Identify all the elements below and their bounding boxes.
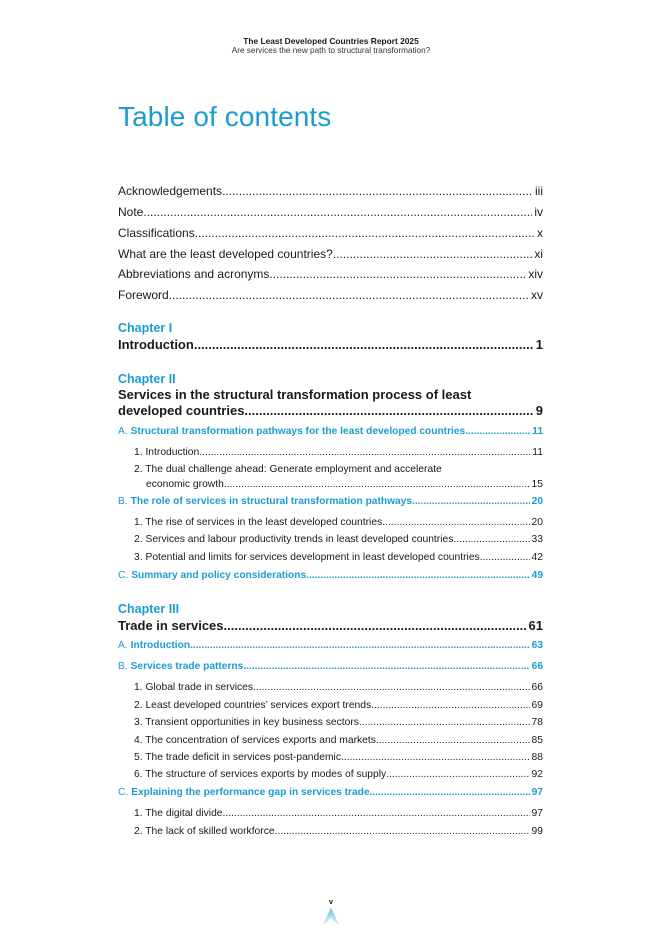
toc-item-3b2[interactable]: 2. Least developed countries’ services export trends ..... 69 [134, 700, 543, 711]
chapter-1-label: Chapter I [118, 321, 173, 335]
toc-section-2c[interactable]: C. Summary and policy considerations ..... 49 [118, 570, 543, 581]
toc-entry-foreword[interactable]: Foreword ..... xv [118, 288, 543, 302]
page-number: v [328, 897, 334, 906]
chapter-3-label: Chapter III [118, 602, 180, 616]
toc-item-2b2[interactable]: 2. Services and labour productivity trends in least developed countries ..... 33 [134, 534, 543, 545]
toc-item-3b4[interactable]: 4. The concentration of services exports and markets ..... 85 [134, 735, 543, 746]
toc-chapter-2[interactable]: developed countries ..... 9 [118, 403, 543, 418]
toc-item-2b1[interactable]: 1. The rise of services in the least developed countries ..... 20 [134, 517, 543, 528]
toc-item-2a2[interactable]: economic growth ..... 15 [146, 479, 543, 490]
toc-entry-classifications[interactable]: Classifications ..... x [118, 226, 543, 240]
toc-item-3b3[interactable]: 3. Transient opportunities in key business sectors ..... 78 [134, 717, 543, 728]
toc-section-3a[interactable]: A. Introduction ..... 63 [118, 640, 543, 651]
report-subtitle: Are services the new path to structural transformation? [231, 46, 431, 55]
toc-entry-what-are-ldcs[interactable]: What are the least developed countries? ..... xi [118, 247, 543, 261]
chapter-2-title-line1: Services in the structural transformation process of least [118, 387, 472, 402]
toc-chapter-3[interactable]: Trade in services ..... 61 [118, 618, 543, 633]
toc-item-2a1[interactable]: 1. Introduction ..... 11 [134, 447, 543, 458]
toc-item-3b5[interactable]: 5. The trade deficit in services post-pandemic ..... 88 [134, 752, 543, 763]
toc-entry-acknowledgements[interactable]: Acknowledgements ..... iii [118, 184, 543, 198]
toc-section-3b[interactable]: B. Services trade patterns ..... 66 [118, 661, 543, 672]
toc-item-3c2[interactable]: 2. The lack of skilled workforce ..... 99 [134, 826, 543, 837]
toc-item-3b1[interactable]: 1. Global trade in services ..... 66 [134, 682, 543, 693]
unctad-logo-icon [322, 906, 340, 926]
running-header [0, 36, 662, 56]
report-title: The Least Developed Countries Report 2025 [243, 36, 419, 46]
chapter-2-label: Chapter II [118, 372, 176, 386]
toc-item-2b3[interactable]: 3. Potential and limits for services development in least developed countries ..... 42 [134, 552, 543, 563]
toc-chapter-1[interactable]: Introduction ..... 1 [118, 337, 543, 352]
toc-item-3c1[interactable]: 1. The digital divide ..... 97 [134, 808, 543, 819]
toc-item-2a2-line1: 2. The dual challenge ahead: Generate employment and accelerate [134, 464, 442, 475]
toc-item-3b6[interactable]: 6. The structure of services exports by modes of supply ..... 92 [134, 769, 543, 780]
toc-entry-abbreviations[interactable]: Abbreviations and acronyms ..... xiv [118, 267, 543, 281]
toc-section-3c[interactable]: C. Explaining the performance gap in services trade ..... 97 [118, 787, 543, 798]
toc-section-2b[interactable]: B. The role of services in structural transformation pathways ..... 20 [118, 496, 543, 507]
toc-entry-note[interactable]: Note ..... iv [118, 205, 543, 219]
page-title: Table of contents [118, 101, 332, 132]
toc-section-2a[interactable]: A. Structural transformation pathways for the least developed countries ..... 11 [118, 426, 543, 437]
